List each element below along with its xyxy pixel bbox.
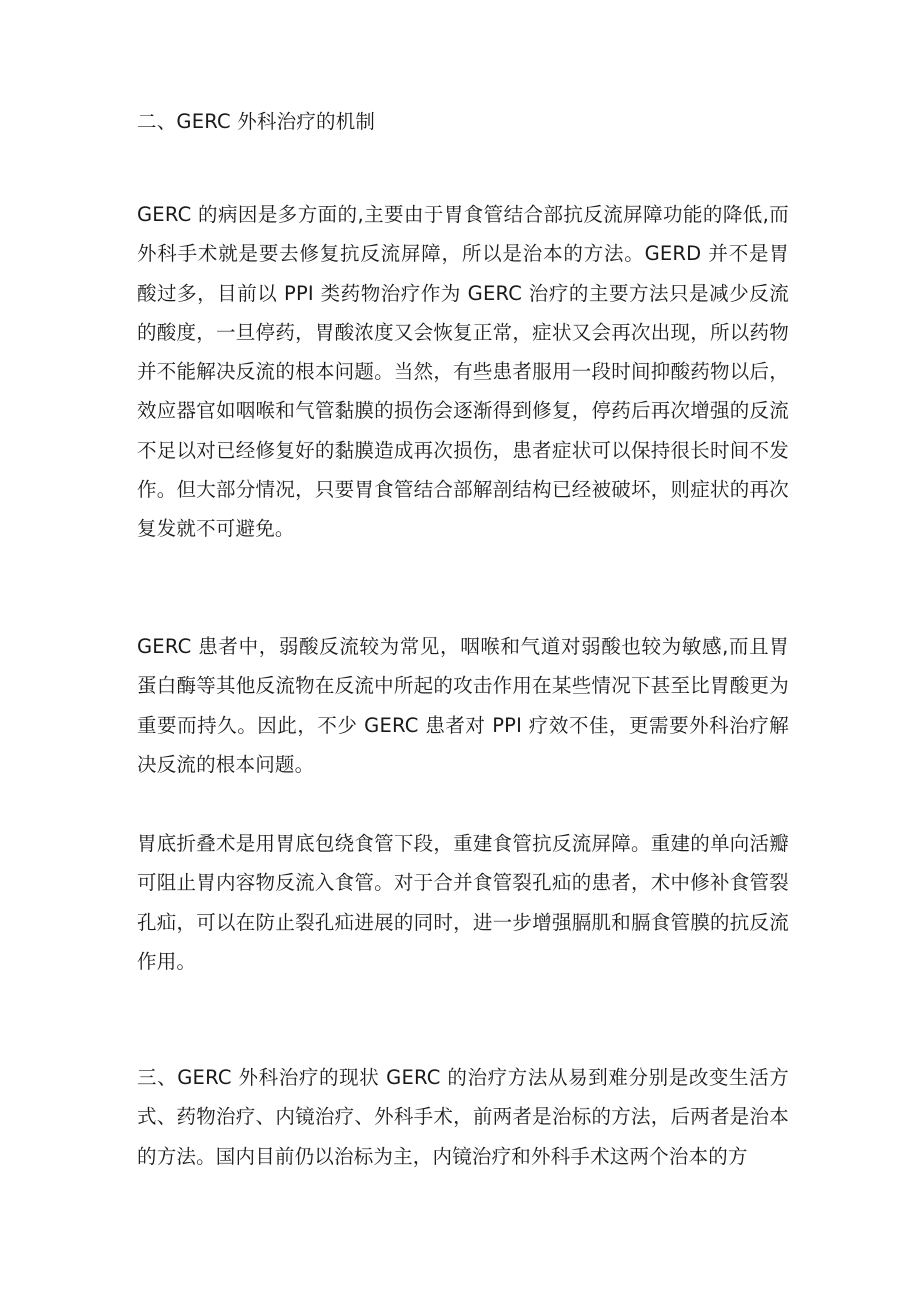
- section-2-heading: 二、GERC 外科治疗的机制: [137, 110, 376, 133]
- section-2-paragraph-3: 胃底折叠术是用胃底包绕食管下段，重建食管抗反流屏障。重建的单向活瓣可阻止胃内容物反流入食管。对于合并食管裂孔疝的患者，术中修补食管裂孔疝，可以在防止裂孔疝进展的同时，进一步增强膈肌和膈食管膜的抗反流作用。: [137, 832, 789, 973]
- section-2-paragraph-1: GERC 的病因是多方面的,主要由于胃食管结合部抗反流屏障功能的降低,而外科手术就是要去修复抗反流屏障，所以是治本的方法。GERD 并不是胃酸过多，目前以 PPI 类药物治疗作为 GERC 治疗的主要方法只是减少反流的酸度，一旦停药，胃酸浓度又会恢复正常，症状又会再次出现，所以药物并不能解决反流的根本问题。当然，有些患者服用一段时间抑酸药物以后，效应器官如咽喉和气管黏膜的损伤会逐渐得到修复，停药后再次增强的反流不足以对已经修复好的黏膜造成再次损伤，患者症状可以保持很长时间不发作。但大部分情况，只要胃食管结合部解剖结构已经被破坏，则症状的再次复发就不可避免。: [137, 203, 789, 541]
- section-3-paragraph: 三、GERC 外科治疗的现状 GERC 的治疗方法从易到难分别是改变生活方式、药物治疗、内镜治疗、外科手术，前两者是治标的方法，后两者是治本的方法。国内目前仍以治标为主，内镜治疗和外科手术这两个治本的方: [137, 1066, 789, 1168]
- section-2-paragraph-2: GERC 患者中，弱酸反流较为常见，咽喉和气道对弱酸也较为敏感,而且胃蛋白酶等其他反流物在反流中所起的攻击作用在某些情况下甚至比胃酸更为重要而持久。因此，不少 GERC 患者对 PPI 疗效不佳，更需要外科治疗解决反流的根本问题。: [137, 635, 789, 776]
